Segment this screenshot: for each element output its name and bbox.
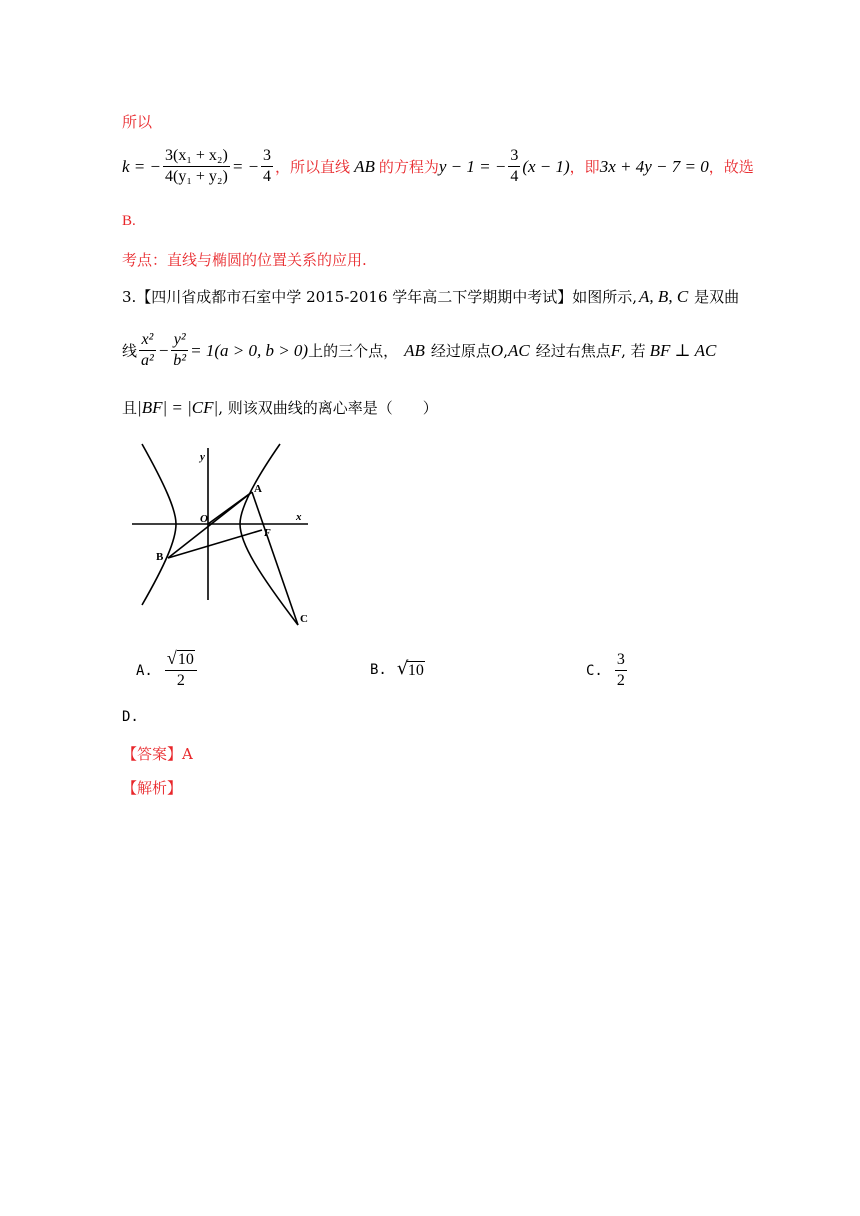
point-o: O — [490, 340, 504, 360]
option-c[interactable] — [586, 650, 629, 691]
label-f: F — [264, 528, 271, 539]
question-3-line-1 — [122, 286, 739, 307]
text-ji: ，即 — [569, 158, 600, 176]
text-suoyi-zhixian: ，所以直线 — [275, 158, 351, 176]
label-a: A — [254, 483, 262, 495]
hyperbola-figure — [130, 440, 315, 630]
label-c: C — [300, 613, 308, 625]
text-shi-shuangqu: 是双曲 — [694, 288, 740, 306]
x-part: (x − 1) — [522, 156, 570, 176]
kaodian-line: 考点：直线与椭圆的位置关系的应用. — [122, 251, 367, 269]
point-f: F — [610, 340, 622, 360]
fraction-x2-a2: $\frac{\text{x²}}{\text{a²}}$ — [141, 331, 154, 369]
fraction-numerator: 3(x₁ + x₂) — [165, 147, 228, 164]
answer-line: 【答案】A — [122, 745, 193, 763]
fraction-k — [163, 146, 230, 187]
option-b-value: √ 10 — [396, 658, 424, 679]
text-fangcheng: 的方程为 — [378, 158, 439, 176]
fraction-three-quarters: $\frac{3}{4}$ — [263, 147, 272, 185]
text-lixinlv: , 则该双曲线的离心率是（ ） — [218, 399, 438, 417]
k-equals: k = − — [122, 156, 161, 176]
abs-equality: |BF| = |CF| — [137, 397, 219, 417]
formula-line-1 — [122, 146, 754, 187]
option-a-label: A. — [136, 662, 153, 679]
text-sange-dian: 上的三个点， — [308, 342, 399, 360]
option-d[interactable]: D. — [122, 709, 139, 725]
text-guxuan: ，故选 — [708, 158, 754, 176]
option-a[interactable] — [136, 650, 199, 691]
hyperbola-condition: = 1(a > 0, b > 0) — [190, 340, 309, 360]
label-y: y — [200, 451, 205, 463]
text-suoyi: 所以 — [122, 113, 153, 131]
text-youjiaodian: 经过右焦点 — [535, 342, 611, 360]
label-x: x — [296, 511, 302, 523]
fraction-y2-b2: $\frac{\text{y²}}{\text{b²}}$ — [173, 331, 187, 369]
analysis-line: 【解析】 — [122, 779, 183, 797]
points-abc: A, B, C — [639, 286, 689, 306]
option-c-value: $\frac{3}{2}$ — [616, 651, 625, 689]
option-c-label: C. — [586, 662, 603, 679]
option-b-label: B. — [370, 662, 387, 678]
question-3-line-3: 且 |BF| = |CF| , 则该双曲线的离心率是（ ） — [122, 397, 438, 417]
y-equation: y − 1 = − — [438, 156, 507, 176]
fraction-three-quarters-2: $\frac{3}{4}$ — [510, 147, 519, 185]
text-jingguo-yuandian: 经过原点 — [430, 342, 491, 360]
fraction-denominator: 4(y₁ + y₂) — [165, 168, 228, 185]
label-o: O — [200, 513, 208, 525]
answer-b: B. — [122, 213, 136, 229]
option-a-value: √ 10 2 — [165, 650, 197, 691]
question-source: 3.【四川省成都市石室中学 2015-2016 学年高二下学期期中考试】如图所示, — [122, 288, 638, 306]
segment-ac: AC — [507, 340, 530, 360]
option-b[interactable] — [370, 660, 425, 680]
equals-neg: = − — [231, 156, 260, 176]
question-3-line-2: 线 $\frac{\text{x²}}{\text{a²}}$ − $\frac{\text{y²}}{\text{b²}}$ = 1(a > 0, b > 0) 上的三个点， AB 经过原点 O , AC 经过右焦点 F , 若 BF ⊥ AC — [122, 331, 717, 369]
segment-ab-q3: AB — [404, 340, 425, 360]
segment-ab: AB — [354, 156, 375, 176]
label-b: B — [156, 551, 164, 563]
perp-condition: BF ⊥ AC — [649, 340, 717, 360]
text-xian: 线 — [122, 342, 138, 360]
line-equation: 3x + 4y − 7 = 0 — [599, 156, 709, 176]
